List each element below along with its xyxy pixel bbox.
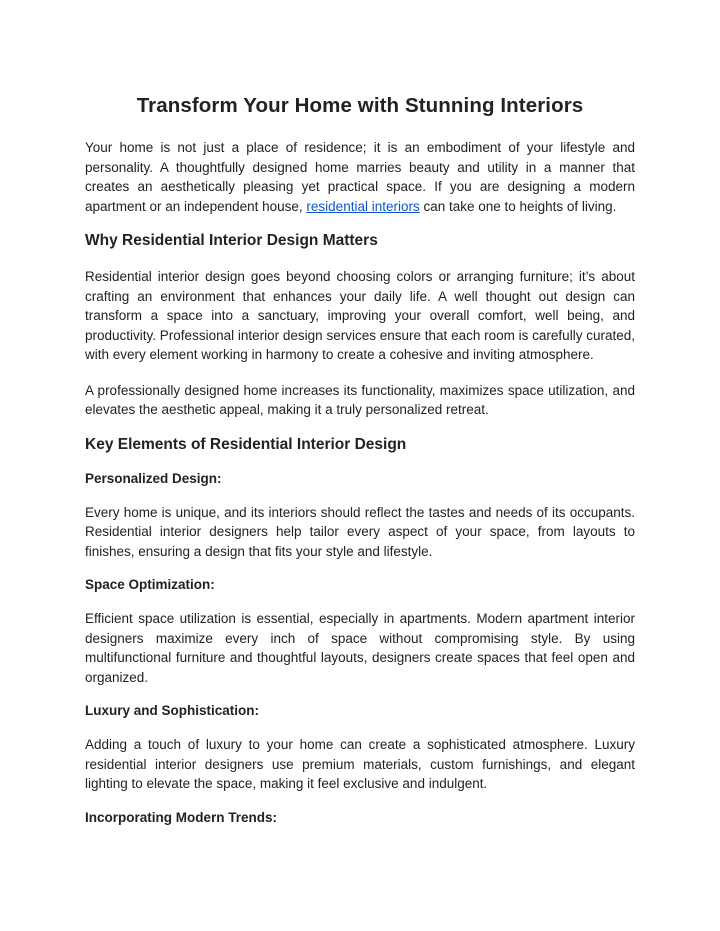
modern-trends-heading: Incorporating Modern Trends: <box>85 809 278 825</box>
why-heading: Why Residential Interior Design Matters <box>85 232 378 249</box>
intro-paragraph <box>85 138 635 216</box>
personalized-design-paragraph: Every home is unique, and its interiors should reflect the tastes and needs of its occupants. Residential interior designers help tailor every aspect of your space, from layouts to finishes, ensuring a design that fits your style and lifestyle. <box>85 504 635 559</box>
intro-text-before-link: Your home is not just a place of residence; it is an embodiment of your lifestyle and personality. A thoughtfully designed home marries beauty and utility in a manner that creates an aesthetically pleasing yet practical space. If you are designing a modern apartment or an independent house, <box>85 140 635 214</box>
key-elements-heading: Key Elements of Residential Interior Design <box>85 435 407 453</box>
space-optimization-paragraph: Efficient space utilization is essential, especially in apartments. Modern apartment interior designers maximize every inch of space without compromising style. By using multifunctional furniture and thoughtful layouts, designers create spaces that feel open and organized. <box>85 611 635 685</box>
luxury-sophistication-paragraph: Adding a touch of luxury to your home can create a sophisticated atmosphere. Luxury residential interior designers use premium materials, custom furnishings, and elegant lighting to elevate the space, making it feel exclusive and indulgent. <box>85 737 635 791</box>
residential-interiors-link[interactable]: residential interiors <box>306 198 420 214</box>
why-paragraph-1: Residential interior design goes beyond choosing colors or arranging furniture; it’s about crafting an environment that enhances your daily life. A well thought out design can transform a space into a sanctuary, improving your overall comfort, well being, and productivity. Professional interior design services ensure that each room is carefully curated, with every element working in harmony to create a cohesive and inviting atmosphere. <box>85 269 635 362</box>
space-optimization-heading: Space Optimization: <box>85 577 215 592</box>
intro-text-after-link: can take one to heights of living. <box>419 198 617 214</box>
page-title: Transform Your Home with Stunning Interiors <box>136 94 584 117</box>
personalized-design-heading: Personalized Design: <box>85 470 222 486</box>
luxury-sophistication-heading: Luxury and Sophistication: <box>85 703 260 718</box>
why-paragraph-2: A professionally designed home increases its functionality, maximizes space utilization, and elevates the aesthetic appeal, making it a truly personalized retreat. <box>85 382 635 417</box>
